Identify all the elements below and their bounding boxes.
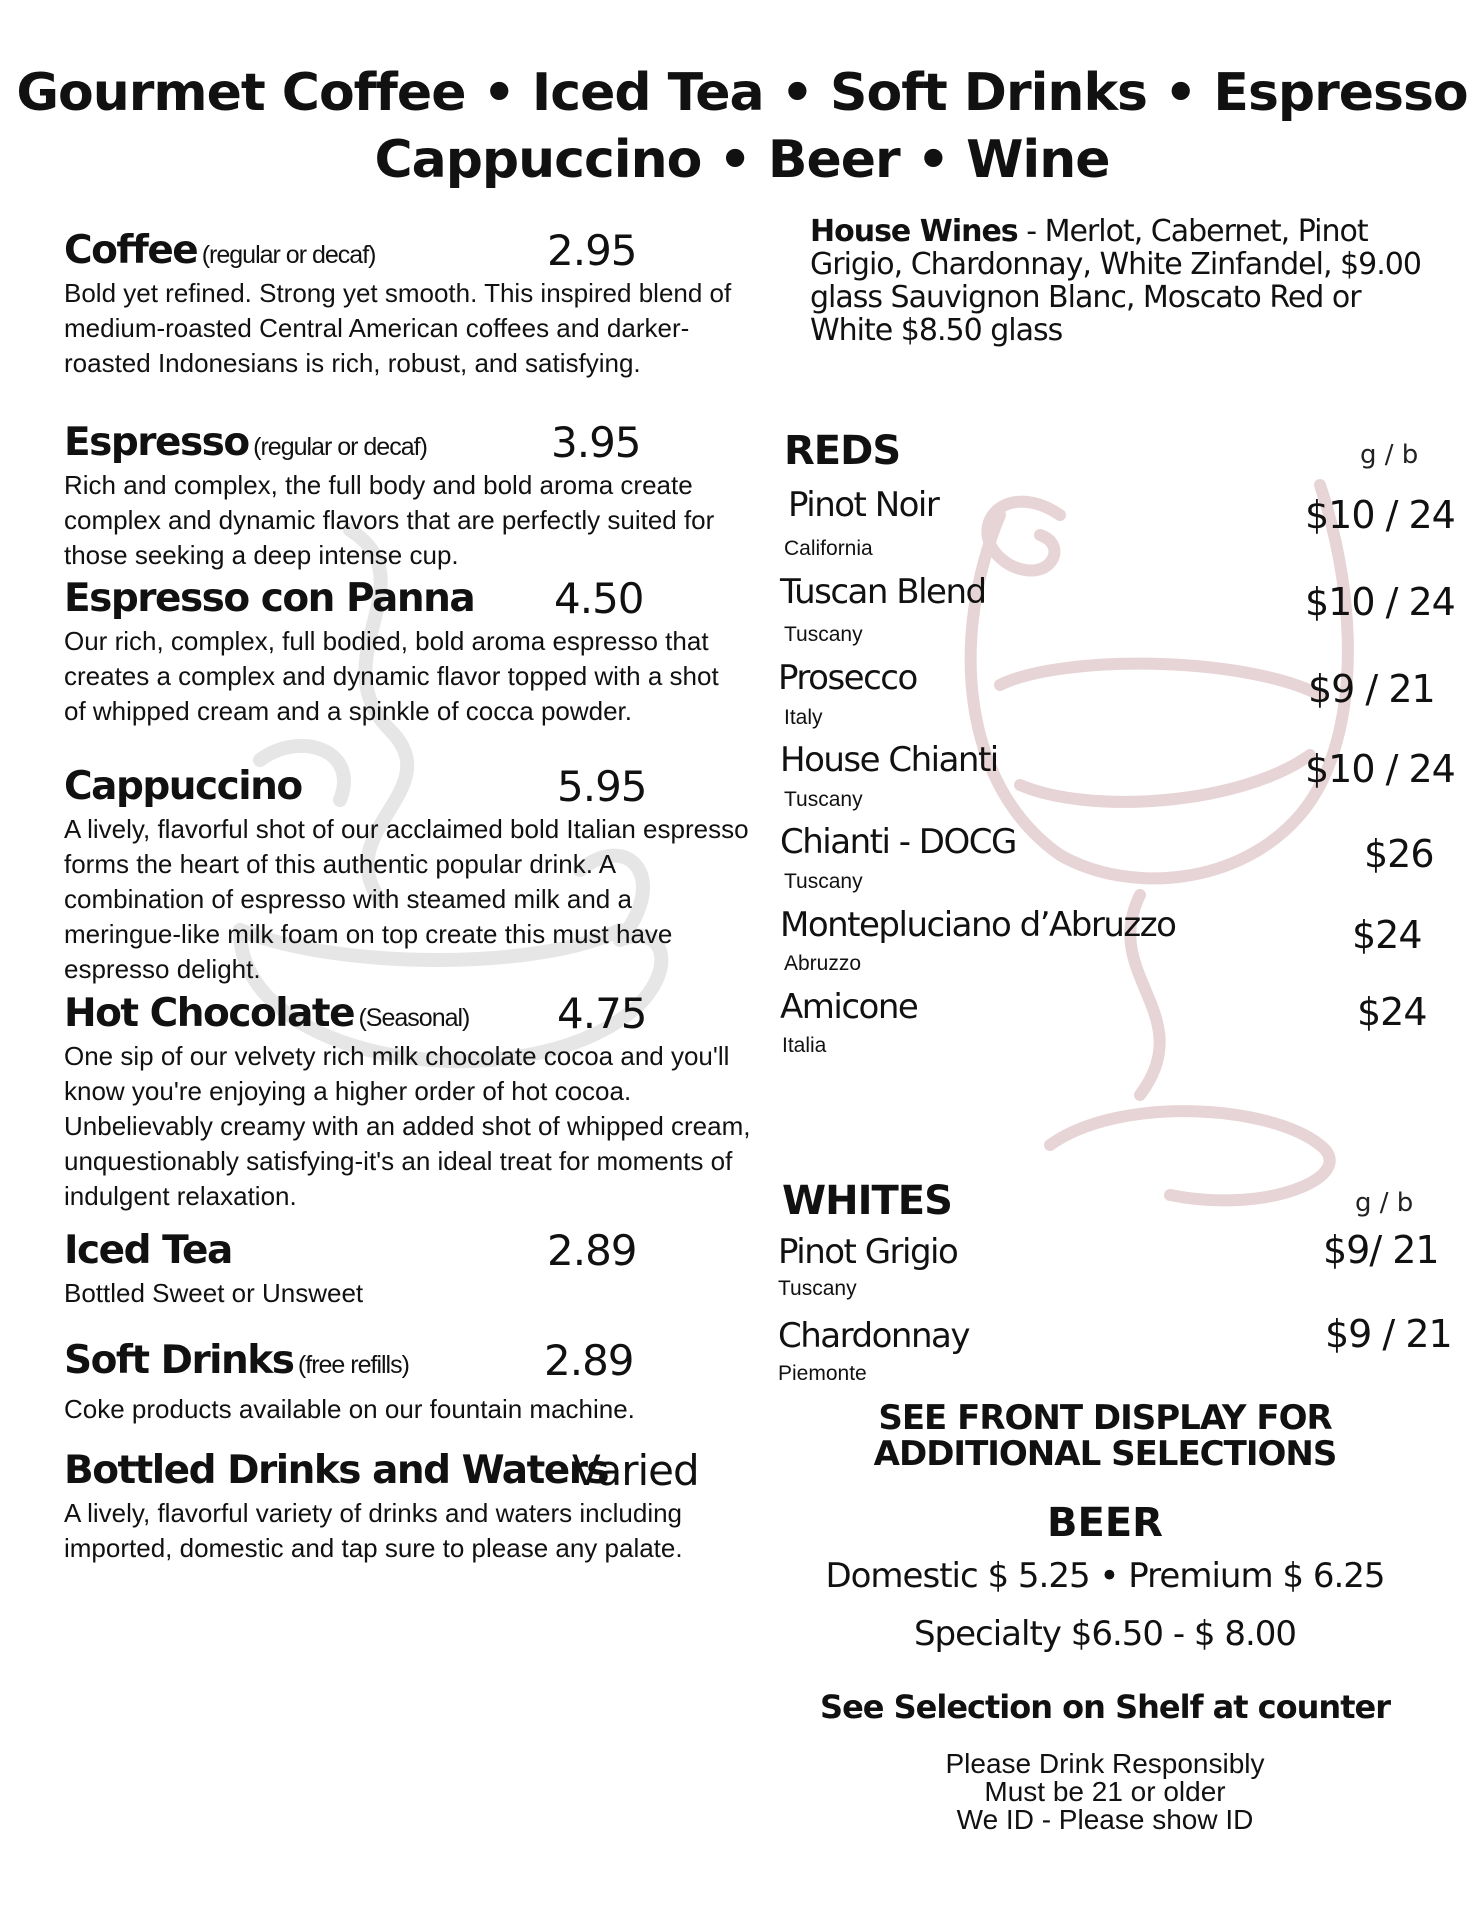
menu-item-cappuccino	[64, 762, 764, 987]
header-line-2: Cappuccino • Beer • Wine	[374, 130, 1110, 190]
notice-line-1: SEE FRONT DISPLAY FOR	[878, 1398, 1332, 1438]
beer-shelf-note: See Selection on Shelf at counter	[820, 1688, 1390, 1726]
wine-name: Chianti - DOCG	[780, 822, 1016, 862]
wine-region: Tuscany	[784, 788, 863, 811]
wine-region: Tuscany	[784, 870, 863, 893]
beer-prices-line-2: Specialty $6.50 - $ 8.00	[913, 1614, 1297, 1654]
item-description: Bottled Sweet or Unsweet	[64, 1278, 364, 1308]
menu-item-iced-tea	[64, 1226, 764, 1311]
item-note: (regular or decaf)	[201, 241, 376, 269]
item-name: Coffee	[64, 228, 198, 273]
wine-region: Tuscany	[778, 1277, 857, 1300]
item-price: 5.95	[557, 762, 647, 811]
item-note: (free refills)	[297, 1351, 409, 1379]
wine-price: $10 / 24	[1305, 747, 1455, 791]
item-description: Rich and complex, the full body and bold aroma create complex and dynamic flavors that are perfectly suited for those seeking a deep intense cup.	[64, 470, 715, 570]
reds-heading: REDS	[784, 428, 901, 474]
wine-name: Montepluciano d’Abruzzo	[780, 905, 1176, 945]
item-name: Espresso	[64, 420, 249, 465]
item-price: 2.89	[544, 1336, 634, 1385]
reds-glass-bottle-label: g / b	[1360, 440, 1419, 470]
wine-name: House Chianti	[780, 740, 998, 780]
wine-region: Piemonte	[778, 1362, 867, 1385]
wine-region: Italy	[784, 706, 823, 729]
item-note: (Seasonal)	[358, 1004, 470, 1032]
wine-region: Tuscany	[784, 623, 863, 646]
notice-line-2: ADDITIONAL SELECTIONS	[873, 1434, 1337, 1474]
wine-name: Pinot Noir	[788, 485, 939, 525]
item-name: Hot Chocolate	[64, 991, 355, 1036]
wine-name: Tuscan Blend	[780, 572, 986, 612]
footer-line-1: Please Drink Responsibly	[945, 1748, 1265, 1779]
menu-item-bottled-drinks	[64, 1446, 764, 1566]
menu-item-espresso-con-panna	[64, 574, 764, 729]
item-price: 2.89	[547, 1226, 637, 1275]
wine-region: Abruzzo	[784, 952, 862, 975]
wine-name: Amicone	[780, 987, 918, 1027]
item-note: (regular or decaf)	[253, 433, 427, 461]
item-description: A lively, flavorful variety of drinks and waters including imported, domestic and tap sure to please any palate.	[64, 1498, 683, 1563]
house-wines-label: House Wines	[810, 214, 1018, 249]
menu-item-coffee	[64, 226, 764, 381]
wine-name: Pinot Grigio	[778, 1232, 958, 1272]
item-price: 4.50	[554, 574, 644, 623]
item-price: 2.95	[547, 226, 637, 275]
item-description: Bold yet refined. Strong yet smooth. This inspired blend of medium-roasted Central American coffees and darker-roasted Indonesians is rich, robust, and satisfying.	[64, 278, 732, 378]
menu-item-soft-drinks	[64, 1336, 764, 1427]
item-description: A lively, flavorful shot of our acclaimed bold Italian espresso forms the heart of this authentic popular drink. A combination of espresso with steamed milk and a meringue-like milk foam on top create this must have espresso delight.	[64, 814, 749, 984]
whites-glass-bottle-label: g / b	[1355, 1188, 1414, 1218]
wine-price: $24	[1357, 990, 1427, 1034]
beer-heading: BEER	[1047, 1500, 1163, 1546]
item-name: Bottled Drinks and Waters	[64, 1448, 609, 1493]
wine-price: $9/ 21	[1323, 1228, 1439, 1272]
responsibility-notice	[780, 1750, 1430, 1834]
item-description: Our rich, complex, full bodied, bold aroma espresso that creates a complex and dynamic flavor topped with a shot of whipped cream and a spinkle of cocca powder.	[64, 626, 719, 726]
menu-item-hot-chocolate	[64, 989, 764, 1214]
whites-heading: WHITES	[782, 1178, 952, 1224]
wine-price: $24	[1352, 913, 1422, 957]
wine-name: Prosecco	[778, 658, 917, 698]
item-description: One sip of our velvety rich milk chocolate cocoa and you'll know you're enjoying a higher order of hot cocoa. Unbelievably creamy with an added shot of whipped cream, unquestionably satisfying-it's an ideal treat for moments of indulgent relaxation.	[64, 1041, 751, 1211]
beer-prices-line-1: Domestic $ 5.25 • Premium $ 6.25	[825, 1556, 1385, 1596]
item-name: Soft Drinks	[64, 1338, 294, 1383]
footer-line-3: We ID - Please show ID	[956, 1804, 1254, 1835]
item-name: Espresso con Panna	[64, 576, 475, 621]
header-line-1: Gourmet Coffee • Iced Tea • Soft Drinks • Espresso	[16, 63, 1468, 123]
item-name: Iced Tea	[64, 1228, 232, 1273]
item-price: 4.75	[557, 989, 647, 1038]
wine-price: $26	[1364, 832, 1434, 876]
wine-price: $9 / 21	[1325, 1312, 1452, 1356]
item-price: Varied	[572, 1446, 699, 1495]
wine-price: $10 / 24	[1305, 493, 1455, 537]
wine-name: Chardonnay	[778, 1316, 969, 1356]
wine-price: $10 / 24	[1305, 580, 1455, 624]
wine-price: $9 / 21	[1308, 667, 1435, 711]
item-description: Coke products available on our fountain machine.	[64, 1394, 635, 1424]
footer-line-2: Must be 21 or older	[984, 1776, 1226, 1807]
wine-region: California	[784, 537, 873, 560]
additional-selections-notice	[780, 1400, 1430, 1472]
item-price: 3.95	[551, 418, 641, 467]
menu-item-espresso	[64, 418, 764, 573]
house-wines-text: - Merlot, Cabernet, Pinot Grigio, Chardonnay, White Zinfandel, $9.00 glass Sauvignon Blanc, Moscato Red or White $8.50 glass	[810, 214, 1421, 348]
house-wines	[810, 215, 1450, 347]
wine-region: Italia	[782, 1034, 827, 1057]
item-name: Cappuccino	[64, 764, 302, 809]
